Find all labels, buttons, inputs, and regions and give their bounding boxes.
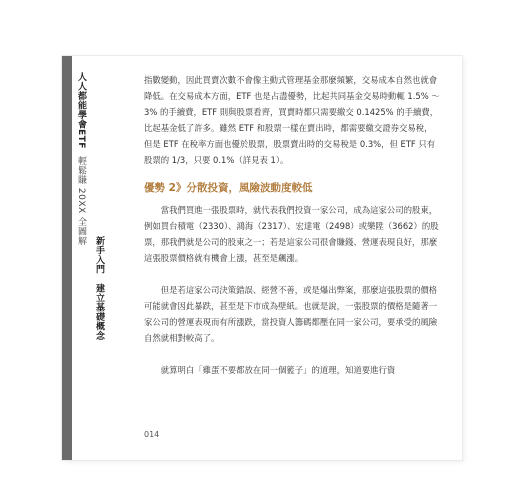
body-text xyxy=(144,72,440,378)
book-page xyxy=(62,56,462,460)
book-subtitle: 輕鬆賺 20XX 全圖解 xyxy=(76,155,86,246)
paragraph: 就算明白「雞蛋不要都放在同一個籃子」的道理，知道要進行資 xyxy=(160,365,396,375)
section-heading: 優勢 2》分散投資，風險波動度較低 xyxy=(144,182,313,194)
paragraph: 但是若這家公司決策錯誤、經營不善，或是爆出弊案，那麼這張股票的價格可能就會因此暴跌，甚至是下市成為壁紙。也就是說，一張股票的價格是隨著一家公司的營運表現而有所漲跌，當投資人籌碼都壓在同一家公司，要承受的風險自然就相對較高了。 xyxy=(144,285,438,343)
page-number: 014 xyxy=(144,430,160,439)
paragraph: 當我們買進一張股票時，就代表我們投資一家公司，成為這家公司的股東，例如買台積電（2330）、鴻海（2317）、宏達電（2498）或樂陞（3662）的股票，那我們就是公司的股東之一；若是這家公司很會賺錢、營運表現良好，那麼這張股票價格就有機會上漲，甚至是飆漲。 xyxy=(144,205,439,263)
chapter-title-vertical: 新手入門 建立基礎概念 xyxy=(94,236,104,341)
book-title-vertical xyxy=(75,72,88,245)
paragraph: 指數變動，因此買賣次數不會像主動式管理基金那麼頻繁，交易成本自然也就會降低。在交易成本方面，ETF 也是占盡優勢，比起共同基金交易時動輒 1.5% ～ 3% 的手續費，ETF 則與股票看齊，買賣時都只需要繳交 0.1425% 的手續費，比起基金低了許多。雖然 ETF 和股票一樣在賣出時，都需要繳交證券交易稅，但是 ETF 在稅率方面也優於股票，股票賣出時的交易稅是 0.3%，但 ETF 只有股票的 1/3，只要 0.1%（詳見表 1）。 xyxy=(144,75,440,165)
page-spine-bar xyxy=(62,56,72,460)
book-title: 人人都能學會ETF xyxy=(76,72,86,149)
